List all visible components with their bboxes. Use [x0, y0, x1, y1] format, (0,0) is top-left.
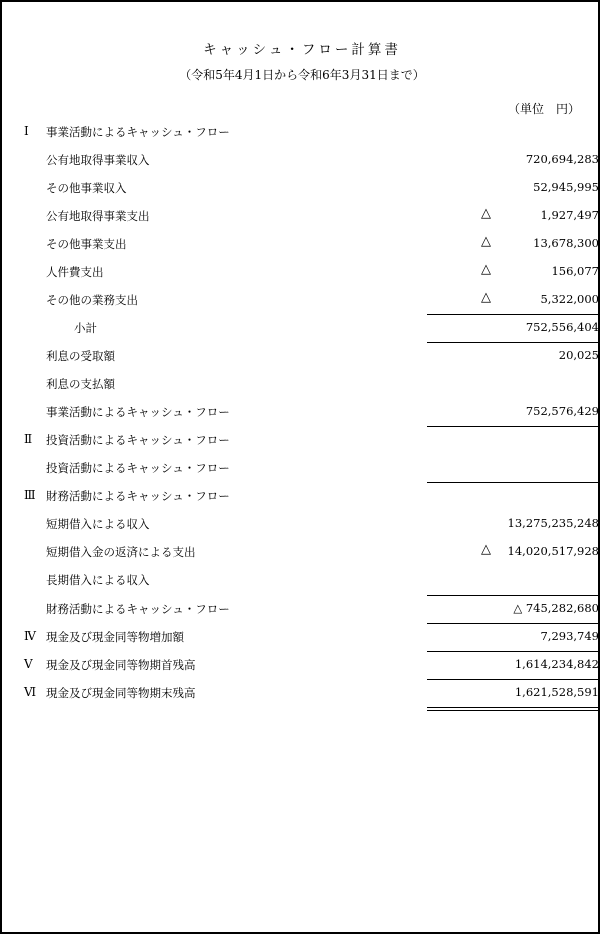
- table-row: [2, 174, 600, 202]
- row-label: その他事業収入: [46, 181, 127, 195]
- table-row: [2, 258, 600, 286]
- negative-triangle-icon: △: [481, 262, 491, 277]
- row-label: 人件費支出: [46, 265, 104, 279]
- row-label: 公有地取得事業支出: [46, 209, 150, 223]
- section-row-operating: [2, 118, 600, 146]
- table-row: [2, 146, 600, 174]
- increase-row: [2, 623, 600, 651]
- table-row: [2, 342, 600, 370]
- row-label: 小計: [74, 321, 97, 335]
- negative-triangle-icon: △: [481, 290, 491, 305]
- row-value: 20,025: [558, 348, 599, 362]
- section-number: Ⅲ: [24, 488, 36, 502]
- section-row-investing: [2, 426, 600, 454]
- row-value: 14,020,517,928: [507, 544, 599, 558]
- row-label: 利息の受取額: [46, 349, 115, 363]
- table-row: [2, 510, 600, 538]
- row-value: 13,678,300: [533, 236, 599, 250]
- section-number: Ⅱ: [24, 432, 33, 446]
- section-number: Ⅳ: [24, 629, 36, 643]
- row-label: 事業活動によるキャッシュ・フロー: [46, 405, 230, 419]
- row-label: 財務活動によるキャッシュ・フロー: [46, 489, 230, 503]
- row-value: 1,614,234,842: [514, 657, 599, 671]
- row-label: 投資活動によるキャッシュ・フロー: [46, 461, 230, 475]
- statement-period: （令和5年4月1日から令和6年3月31日まで）: [179, 68, 425, 82]
- section-number: Ⅵ: [24, 685, 37, 699]
- negative-triangle-icon: △: [481, 234, 491, 249]
- table-row: [2, 202, 600, 230]
- section-number: Ⅴ: [24, 657, 33, 671]
- row-label: その他の業務支出: [46, 293, 138, 307]
- row-label: その他事業支出: [46, 237, 127, 251]
- statement-title: キャッシュ・フロー計算書: [203, 42, 401, 58]
- row-value: 752,556,404: [525, 320, 599, 334]
- financing-total-row: [2, 595, 600, 623]
- table-row: [2, 286, 600, 314]
- negative-triangle-icon: △: [481, 542, 491, 557]
- row-label: 現金及び現金同等物増加額: [46, 630, 184, 644]
- table-row: [2, 370, 600, 398]
- row-value: 156,077: [551, 264, 599, 278]
- section-row-financing: [2, 482, 600, 510]
- row-label: 公有地取得事業収入: [46, 153, 150, 167]
- row-value: 720,694,283: [525, 152, 599, 166]
- row-value: 13,275,235,248: [507, 516, 599, 530]
- double-rule: [427, 707, 599, 711]
- row-value: 7,293,749: [540, 629, 599, 643]
- row-label: 利息の支払額: [46, 377, 115, 391]
- closing-balance-row: [2, 679, 600, 707]
- section-number: Ⅰ: [24, 124, 29, 138]
- row-label: 事業活動によるキャッシュ・フロー: [46, 125, 230, 139]
- subtotal-row: [2, 314, 600, 342]
- negative-triangle-icon: △: [481, 206, 491, 221]
- row-label: 財務活動によるキャッシュ・フロー: [46, 602, 230, 616]
- table-row: [2, 566, 600, 594]
- row-value: △ 745,282,680: [513, 601, 599, 615]
- row-label: 長期借入による収入: [46, 573, 150, 587]
- row-value: 752,576,429: [525, 404, 599, 418]
- table-row: [2, 538, 600, 566]
- unit-label: （単位 円）: [507, 102, 580, 116]
- investing-total-row: [2, 454, 600, 482]
- operating-total-row: [2, 398, 600, 426]
- row-label: 現金及び現金同等物期末残高: [46, 686, 196, 700]
- row-label: 投資活動によるキャッシュ・フロー: [46, 433, 230, 447]
- row-value: 1,621,528,591: [514, 685, 599, 699]
- row-value: 5,322,000: [540, 292, 599, 306]
- row-value: 1,927,497: [540, 208, 599, 222]
- opening-balance-row: [2, 651, 600, 679]
- row-label: 短期借入金の返済による支出: [46, 545, 196, 559]
- row-label: 短期借入による収入: [46, 517, 150, 531]
- table-row: [2, 230, 600, 258]
- row-value: 52,945,995: [533, 180, 599, 194]
- row-label: 現金及び現金同等物期首残高: [46, 658, 196, 672]
